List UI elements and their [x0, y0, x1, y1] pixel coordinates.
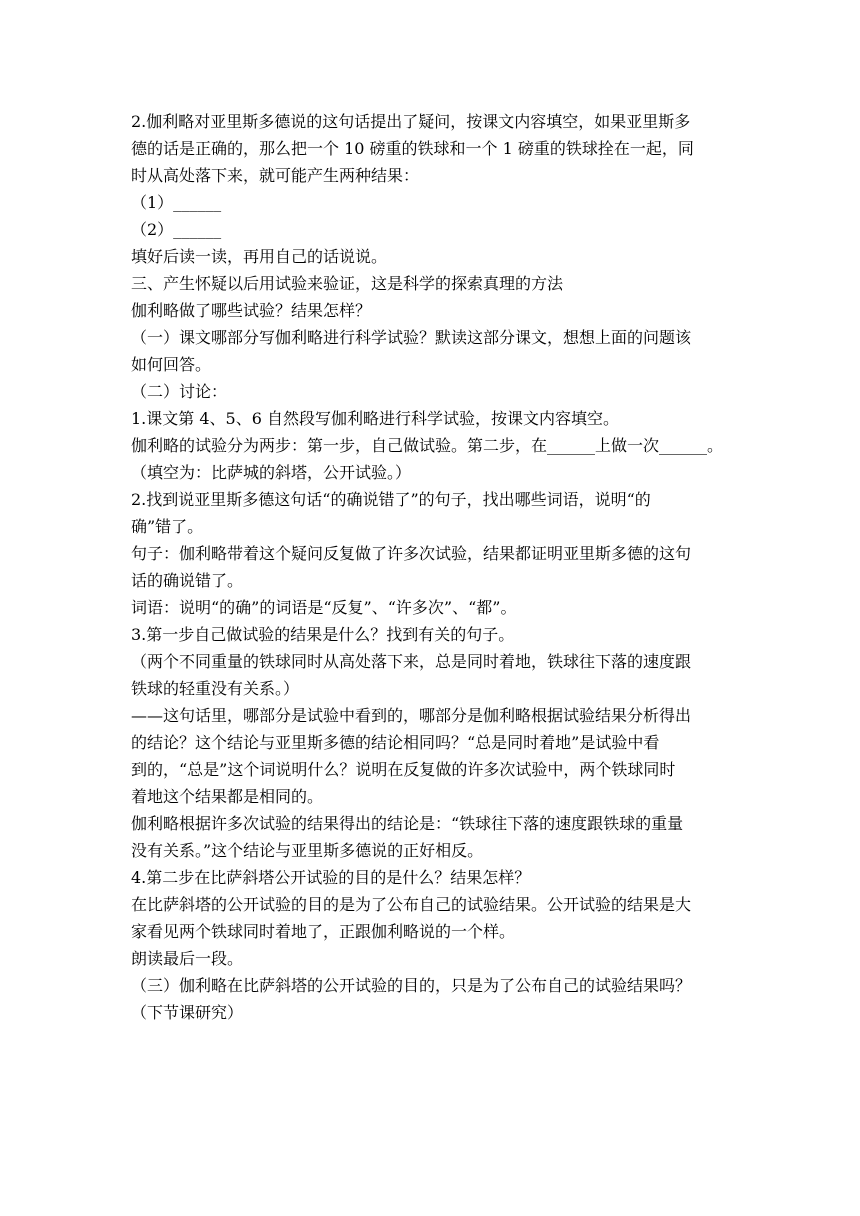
- text-line: 填好后读一读，再用自己的话说说。: [131, 247, 388, 266]
- text-line: 着地这个结果都是相同的。: [131, 787, 324, 806]
- text-line: 话的确说错了。: [131, 571, 244, 590]
- text-line: 伽利略的试验分为两步：第一步，自己做试验。第二步，在______上做一次______。: [131, 436, 724, 455]
- document-body: [131, 108, 731, 1026]
- text-line: 德的话是正确的，那么把一个 10 磅重的铁球和一个 1 磅重的铁球拴在一起，同: [131, 139, 694, 158]
- text-line: （一）课文哪部分写伽利略进行科学试验？默读这部分课文，想想上面的问题该: [131, 328, 692, 347]
- text-line: 没有关系。”这个结论与亚里斯多德说的正好相反。: [131, 841, 484, 860]
- text-line: （下节课研究）: [131, 1003, 244, 1022]
- text-line: 伽利略根据许多次试验的结果得出的结论是：“铁球往下落的速度跟铁球的重量: [131, 814, 684, 833]
- text-line: （2）______: [131, 220, 222, 239]
- text-line: 朗读最后一段。: [131, 949, 244, 968]
- text-line: 到的，“总是”这个词说明什么？说明在反复做的许多次试验中，两个铁球同时: [131, 760, 676, 779]
- text-line: 如何回答。: [131, 355, 212, 374]
- text-line: 2.伽利略对亚里斯多德说的这句话提出了疑问，按课文内容填空，如果亚里斯多: [131, 112, 691, 131]
- text-line: 的结论？这个结论与亚里斯多德的结论相同吗？“总是同时着地”是试验中看: [131, 733, 660, 752]
- text-line: 1.课文第 4、5、6 自然段写伽利略进行科学试验，按课文内容填空。: [131, 409, 619, 428]
- text-line: 家看见两个铁球同时着地了，正跟伽利略说的一个样。: [131, 922, 516, 941]
- text-line: 确”错了。: [131, 517, 204, 536]
- text-line: （两个不同重量的铁球同时从高处落下来，总是同时着地，铁球往下落的速度跟: [131, 652, 692, 671]
- text-line: （填空为：比萨城的斜塔，公开试验。）: [131, 463, 412, 482]
- text-line: 词语：说明“的确”的词语是“反复”、“许多次”、“都”。: [131, 598, 517, 617]
- text-line: 伽利略做了哪些试验？结果怎样？: [131, 301, 372, 320]
- text-line: 铁球的轻重没有关系。）: [131, 679, 300, 698]
- text-line: 4.第二步在比萨斜塔公开试验的目的是什么？结果怎样？: [131, 868, 531, 887]
- text-line: （二）讨论：: [131, 382, 228, 401]
- text-line: 句子：伽利略带着这个疑问反复做了许多次试验，结果都证明亚里斯多德的这句: [131, 544, 692, 563]
- text-line: 3.第一步自己做试验的结果是什么？找到有关的句子。: [131, 625, 515, 644]
- text-line: 在比萨斜塔的公开试验的目的是为了公布自己的试验结果。公开试验的结果是大: [131, 895, 692, 914]
- text-line: ——这句话里，哪部分是试验中看到的，哪部分是伽利略根据试验结果分析得出: [131, 706, 692, 725]
- text-line: （1）______: [131, 193, 222, 212]
- text-line: 2.找到说亚里斯多德这句话“的确说错了”的句子，找出哪些词语，说明“的: [131, 490, 651, 509]
- text-line: （三）伽利略在比萨斜塔的公开试验的目的，只是为了公布自己的试验结果吗？: [131, 976, 692, 995]
- text-line: 时从高处落下来，就可能产生两种结果：: [131, 166, 420, 185]
- section-heading: 三、产生怀疑以后用试验来验证，这是科学的探索真理的方法: [131, 274, 564, 293]
